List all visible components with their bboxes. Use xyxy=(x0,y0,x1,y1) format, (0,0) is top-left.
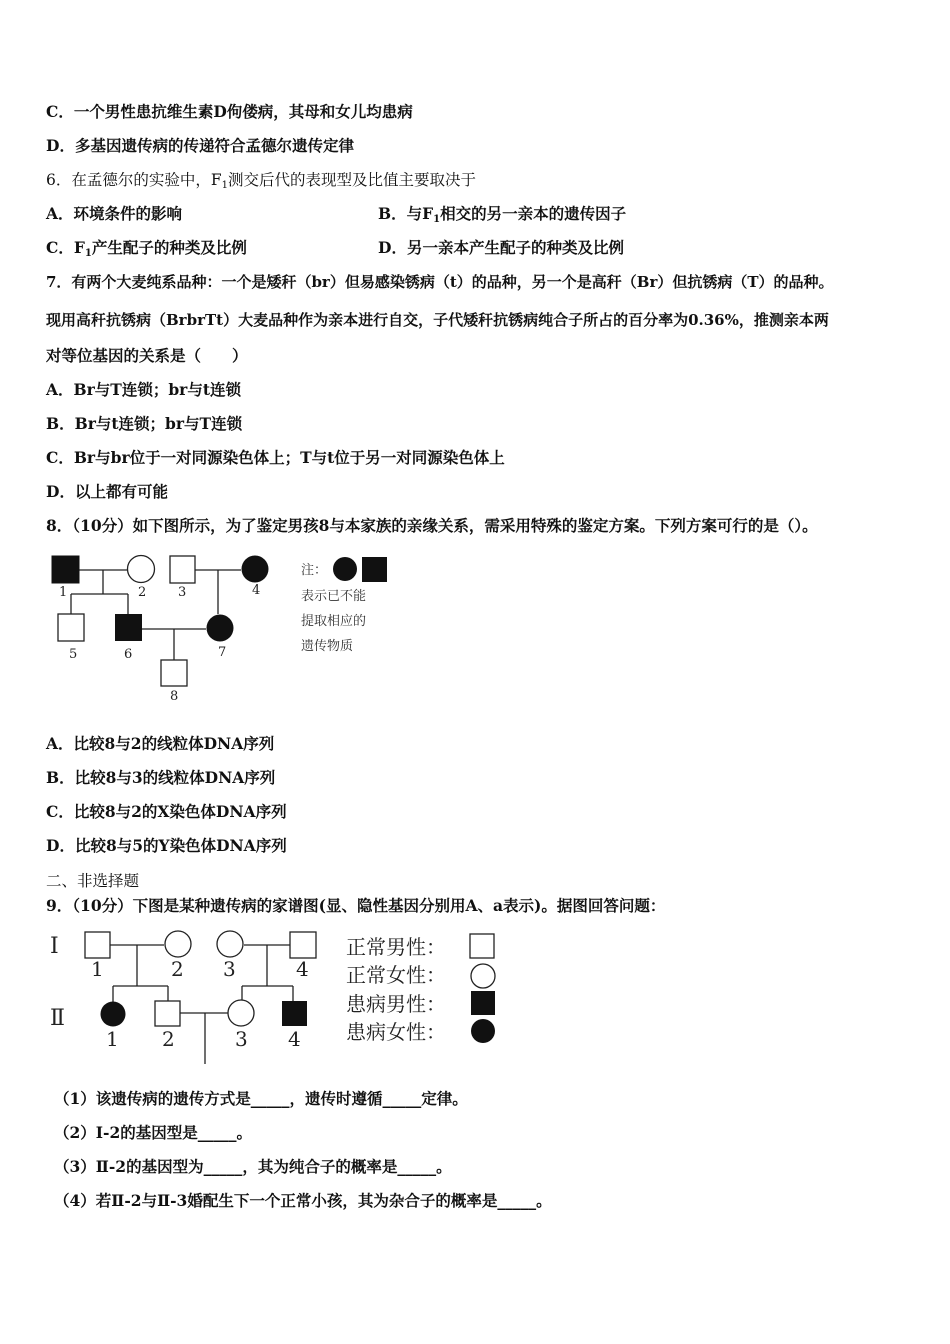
q6-option-a: A．环境条件的影响 xyxy=(46,204,183,223)
q8-label-5: 5 xyxy=(69,647,78,662)
q8-individual-6-affected-male xyxy=(115,614,142,641)
section-title-non-choice: 二、非选择题 xyxy=(46,872,140,890)
q8-individual-7-affected-female xyxy=(207,615,234,642)
q7-stem-line1: 7．有两个大麦纯系品种：一个是矮秆（br）但易感染锈病（t）的品种，另一个是高秆（Br）但抗锈病（T）的品种。 xyxy=(46,273,834,291)
q6-option-c: C．$F_1$产生配子的种类及比例 xyxy=(46,238,247,259)
q9-I-3-normal-female xyxy=(217,931,243,957)
q9-I-2-label: 2 xyxy=(171,957,184,981)
q8-pedigree-lines xyxy=(71,570,241,660)
q7-stem-line2: 现用高秆抗锈病（BrbrTt）大麦品种作为亲本进行自交，子代矮秆抗锈病纯合子所占的百分率为0.36%，推测亲本两 xyxy=(46,311,829,329)
q7-option-d: D．以上都有可能 xyxy=(46,482,168,501)
q9-I-1-label: 1 xyxy=(91,957,104,981)
q9-I-3-label: 3 xyxy=(223,957,236,981)
q9-legend-affected-male-symbol xyxy=(471,991,495,1015)
q8-individual-3-male xyxy=(170,556,195,583)
q8-label-8: 8 xyxy=(170,689,179,704)
q8-label-1: 1 xyxy=(59,585,68,600)
q9-II-4-affected-male xyxy=(282,1001,307,1026)
q9-subquestion-3: （3）Ⅱ-2的基因型为_____，其为纯合子的概率是_____。 xyxy=(54,1157,452,1176)
q9-II-1-affected-female xyxy=(101,1002,126,1027)
q8-individual-8-male xyxy=(161,660,187,686)
q8-individual-2-female xyxy=(128,556,155,583)
q9-generation-2-label: Ⅱ xyxy=(50,1006,65,1031)
q8-individual-5-male xyxy=(58,614,84,641)
q9-legend-affected-female-symbol xyxy=(471,1019,495,1043)
q9-I-4-normal-male xyxy=(290,932,316,958)
q8-stem: 8．（10分）如下图所示，为了鉴定男孩8与本家族的亲缘关系，需采用特殊的鉴定方案。下列方案可行的是（）。 xyxy=(46,516,818,535)
q8-note-label: 注： xyxy=(301,563,328,578)
q8-note-affected-male-symbol xyxy=(362,557,387,582)
q9-pedigree-figure xyxy=(40,926,510,1068)
q8-note-line2: 提取相应的 xyxy=(301,614,367,629)
q9-legend-normal-female-label: 正常女性： xyxy=(346,963,446,987)
q5-option-d: D．多基因遗传病的传递符合孟德尔遗传定律 xyxy=(46,136,354,155)
q8-option-c: C．比较8与2的X染色体DNA序列 xyxy=(46,802,287,821)
q9-II-3-label: 3 xyxy=(235,1027,248,1051)
q8-label-4: 4 xyxy=(252,583,261,598)
q9-stem: 9．（10分）下图是某种遗传病的家谱图(显、隐性基因分别用A、a表示)。据图回答问题： xyxy=(46,896,666,915)
q9-legend-normal-male-label: 正常男性： xyxy=(346,935,446,959)
q9-II-3-normal-female xyxy=(228,1000,254,1026)
q8-note-affected-female-symbol xyxy=(333,557,357,581)
q9-subquestion-1: （1）该遗传病的遗传方式是_____，遗传时遵循_____定律。 xyxy=(54,1089,468,1108)
q7-option-c: C．Br与br位于一对同源染色体上；T与t位于另一对同源染色体上 xyxy=(46,448,505,467)
q9-I-2-normal-female xyxy=(165,931,191,957)
q8-label-7: 7 xyxy=(218,645,227,660)
q6-option-d: D．另一亲本产生配子的种类及比例 xyxy=(378,238,624,257)
q8-note-line3: 遗传物质 xyxy=(301,639,354,654)
q6-option-b: B．与$F_1$相交的另一亲本的遗传因子 xyxy=(378,204,627,225)
q7-option-b: B．Br与t连锁；br与T连锁 xyxy=(46,414,243,433)
q9-generation-1-label: Ⅰ xyxy=(50,934,59,959)
q8-option-d: D．比较8与5的Y染色体DNA序列 xyxy=(46,836,287,855)
q8-option-b: B．比较8与3的线粒体DNA序列 xyxy=(46,768,276,787)
q8-label-6: 6 xyxy=(124,647,133,662)
q9-I-4-label: 4 xyxy=(296,957,309,981)
q9-II-1-label: 1 xyxy=(106,1027,119,1051)
q9-legend-affected-female-label: 患病女性： xyxy=(346,1020,446,1044)
q9-subquestion-4: （4）若Ⅱ-2与Ⅱ-3婚配生下一个正常小孩，其为杂合子的概率是_____。 xyxy=(54,1191,552,1210)
q8-note-line1: 表示已不能 xyxy=(301,589,367,604)
q9-legend-normal-male-symbol xyxy=(470,934,494,958)
q8-label-2: 2 xyxy=(138,585,147,600)
q9-pedigree-lines xyxy=(110,945,293,1064)
q5-option-c: C．一个男性患抗维生素D佝偻病，其母和女儿均患病 xyxy=(46,102,413,121)
q9-legend-normal-female-symbol xyxy=(471,964,495,988)
q9-II-4-label: 4 xyxy=(288,1027,301,1051)
q9-II-2-label: 2 xyxy=(162,1027,175,1051)
q8-pedigree-figure xyxy=(40,548,400,708)
q7-stem-line3: 对等位基因的关系是（ ） xyxy=(46,346,248,365)
q7-option-a: A．Br与T连锁；br与t连锁 xyxy=(46,380,241,399)
q8-option-a: A．比较8与2的线粒体DNA序列 xyxy=(46,734,275,753)
q6-stem: 6．在孟德尔的实验中，$F_1$测交后代的表现型及比值主要取决于 xyxy=(46,171,477,191)
q9-I-1-normal-male xyxy=(85,932,110,958)
q8-individual-4-affected-female xyxy=(242,556,269,583)
q9-legend-affected-male-label: 患病男性： xyxy=(346,992,446,1016)
q8-individual-1-affected-male xyxy=(52,556,79,583)
q8-label-3: 3 xyxy=(178,585,187,600)
q9-subquestion-2: （2）Ⅰ-2的基因型是_____。 xyxy=(54,1123,253,1142)
q9-II-2-normal-male xyxy=(155,1001,180,1026)
